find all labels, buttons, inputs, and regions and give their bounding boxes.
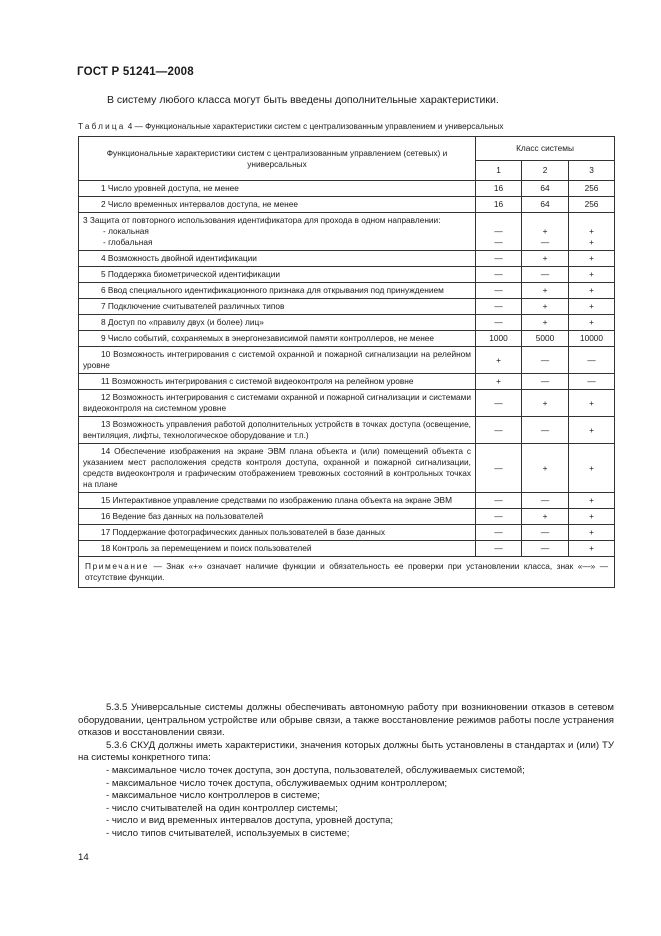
standard-header: ГОСТ Р 51241—2008 <box>77 66 194 78</box>
class-2-value: — <box>522 525 569 541</box>
table-caption-text: 4 — Функциональные характеристики систем с централизованным управлением и универсальных <box>127 122 504 131</box>
feature-text: 4 Возможность двойной идентификации <box>101 253 257 263</box>
class-value: + <box>589 237 594 247</box>
class-2-value: — <box>522 541 569 557</box>
class-2-value: + <box>522 444 569 493</box>
class-1-value: — <box>476 251 522 267</box>
table-row <box>79 251 615 267</box>
class-2-value: + <box>522 390 569 417</box>
table-row <box>79 374 615 390</box>
class-1-value: + <box>476 347 522 374</box>
class-header-1: 1 <box>476 161 522 181</box>
class-value: — <box>494 237 503 247</box>
class-3-value: + <box>569 251 615 267</box>
feature-text: 11 Возможность интегрирования с системой видеоконтроля на релейном уровне <box>101 376 414 386</box>
feature-cell <box>79 493 476 509</box>
note-text: — Знак «+» означает наличие функции и обязательность ее проверки при установлении класса, знак «—» — отсутствие функции. <box>85 561 609 582</box>
table-row <box>79 213 615 251</box>
class-2-value: 64 <box>522 197 569 213</box>
feature-cell <box>79 213 476 251</box>
feature-cell <box>79 525 476 541</box>
class-3-value: + <box>569 390 615 417</box>
characteristics-list <box>78 765 614 841</box>
feature-text: 18 Контроль за перемещением и поиск пользователей <box>101 543 312 553</box>
class-3-value: + <box>569 267 615 283</box>
class-3-value: + <box>569 315 615 331</box>
feature-text: 5 Поддержка биометрической идентификации <box>101 269 280 279</box>
feature-cell <box>79 331 476 347</box>
class-2-value: + <box>522 283 569 299</box>
table-caption-label: Таблица <box>78 122 126 131</box>
feature-cell <box>79 347 476 374</box>
feature-cell <box>79 374 476 390</box>
table-row <box>79 315 615 331</box>
table-row <box>79 181 615 197</box>
class-column-header: Класс системы <box>476 137 615 161</box>
body-text <box>78 702 614 841</box>
class-3-value: 10000 <box>569 331 615 347</box>
class-3-value: + <box>569 525 615 541</box>
class-2-value: + <box>522 251 569 267</box>
table-row <box>79 331 615 347</box>
table-row <box>79 283 615 299</box>
class-2-value: — <box>522 374 569 390</box>
class-3-value: + <box>569 493 615 509</box>
feature-text: 7 Подключение считывателей различных типов <box>101 301 285 311</box>
feature-text: 2 Число временных интервалов доступа, не менее <box>101 199 298 209</box>
feature-cell <box>79 509 476 525</box>
feature-cell <box>79 417 476 444</box>
table-row <box>79 541 615 557</box>
list-item: - число типов считывателей, используемых в системе; <box>106 827 350 839</box>
class-2-value: — <box>522 417 569 444</box>
feature-cell <box>79 251 476 267</box>
class-2-value: 5000 <box>522 331 569 347</box>
class-2-value: + <box>522 315 569 331</box>
feature-column-header: Функциональные характеристики систем с централизованным управлением (сетевых) и универсальных <box>79 137 476 181</box>
class-2-value: — <box>522 347 569 374</box>
intro-sentence: В систему любого класса могут быть введены дополнительные характеристики. <box>107 94 499 106</box>
class-2-value: 64 <box>522 181 569 197</box>
list-item: - число считывателей на один контроллер системы; <box>106 802 338 814</box>
class-3-value: + <box>569 417 615 444</box>
class-3-value: — <box>569 347 615 374</box>
class-1-value: 16 <box>476 181 522 197</box>
class-header-3: 3 <box>569 161 615 181</box>
feature-cell <box>79 390 476 417</box>
class-3-value: + <box>569 299 615 315</box>
feature-text: 3 Защита от повторного использования идентификатора для прохода в одном направлении: <box>83 215 441 225</box>
table-row <box>79 267 615 283</box>
paragraph-5-3-5: 5.3.5 Универсальные системы должны обеспечивать автономную работу при возникновении отказов в сетевом оборудовании, центральном устройстве или обрыве связи, а также восстановление режимов работы после устранения отказов и восстановлении связи. <box>78 702 614 739</box>
class-value: + <box>589 226 594 236</box>
list-item: - число и вид временных интервалов доступа, уровней доступа; <box>106 815 394 827</box>
class-1-value: — <box>476 283 522 299</box>
class-header-2: 2 <box>522 161 569 181</box>
list-item: - максимальное число контроллеров в системе; <box>106 790 320 802</box>
class-1-value: — <box>476 525 522 541</box>
class-1-value: 1000 <box>476 331 522 347</box>
table-row <box>79 525 615 541</box>
feature-cell <box>79 541 476 557</box>
feature-cell <box>79 181 476 197</box>
class-3-value <box>569 213 615 251</box>
table-row <box>79 390 615 417</box>
class-2-value: + <box>522 509 569 525</box>
feature-cell <box>79 267 476 283</box>
class-1-value: — <box>476 390 522 417</box>
paragraph-5-3-6: 5.3.6 СКУД должны иметь характеристики, значения которых должны быть установлены в стандартах и (или) ТУ на системы конкретного типа: <box>78 739 614 764</box>
table-row <box>79 509 615 525</box>
class-3-value: + <box>569 444 615 493</box>
feature-text: 16 Ведение баз данных на пользователей <box>101 511 264 521</box>
feature-text: 14 Обеспечение изображения на экране ЭВМ плана объекта и (или) помещений объекта с указанием мест расположения средств контроля доступа, охранной и пожарной сигнализации, средств видеоконтроля и графическим отображением тревожных состояний в контрольных точках на плане <box>83 446 471 489</box>
class-1-value: — <box>476 417 522 444</box>
class-value: — <box>540 237 550 247</box>
feature-text: 15 Интерактивное управление средствами по изображению плана объекта на экране ЭВМ <box>101 495 453 505</box>
table-row <box>79 347 615 374</box>
feature-text: 1 Число уровней доступа, не менее <box>101 183 239 193</box>
class-value: — <box>494 226 503 236</box>
class-3-value: + <box>569 541 615 557</box>
list-item: - максимальное число точек доступа, обслуживаемых одним контроллером; <box>106 777 448 789</box>
class-1-value: — <box>476 299 522 315</box>
table-row <box>79 299 615 315</box>
class-2-value: + <box>522 299 569 315</box>
feature-text: 9 Число событий, сохраняемых в энергонезависимой памяти контроллеров, не менее <box>101 333 435 343</box>
class-3-value: + <box>569 509 615 525</box>
class-1-value: — <box>476 509 522 525</box>
feature-text: 8 Доступ по «правилу двух (и более) лиц» <box>101 317 264 327</box>
table-row <box>79 197 615 213</box>
class-1-value: — <box>476 444 522 493</box>
feature-cell <box>79 197 476 213</box>
feature-text: 17 Поддержание фотографических данных пользователей в базе данных <box>101 527 386 537</box>
class-1-value <box>476 213 522 251</box>
feature-text: 10 Возможность интегрирования с системой охранной и пожарной сигнализации на релейном уровне <box>83 349 471 370</box>
class-2-value: — <box>522 493 569 509</box>
feature-cell <box>79 444 476 493</box>
class-3-value: 256 <box>569 181 615 197</box>
class-3-value: — <box>569 374 615 390</box>
class-1-value: — <box>476 267 522 283</box>
table-row <box>79 493 615 509</box>
list-item: - максимальное число точек доступа, зон доступа, пользователей, обслуживаемых системой; <box>106 764 525 776</box>
feature-text: 13 Возможность управления работой дополнительных устройств в точках доступа (освещение, вентиляция, лифты, технологическое оборудование и т.п.) <box>83 419 471 440</box>
feature-cell <box>79 299 476 315</box>
table-note <box>79 557 615 588</box>
class-value: + <box>542 226 548 236</box>
class-2-value <box>522 213 569 251</box>
feature-subitem: - глобальная <box>103 237 153 247</box>
class-3-value: + <box>569 283 615 299</box>
class-3-value: 256 <box>569 197 615 213</box>
feature-cell <box>79 315 476 331</box>
feature-subitem: - локальная <box>103 226 149 236</box>
class-1-value: — <box>476 493 522 509</box>
note-label: Примечание <box>85 561 150 571</box>
table-row <box>79 444 615 493</box>
class-1-value: — <box>476 541 522 557</box>
class-1-value: — <box>476 315 522 331</box>
page-number: 14 <box>78 852 89 863</box>
class-2-value: — <box>522 267 569 283</box>
table-caption <box>78 122 618 131</box>
feature-text: 12 Возможность интегрирования с системами охранной и пожарной сигнализации и системами видеоконтроля на системном уровне <box>83 392 471 413</box>
class-1-value: 16 <box>476 197 522 213</box>
characteristics-table <box>78 136 615 588</box>
class-1-value: + <box>476 374 522 390</box>
feature-cell <box>79 283 476 299</box>
feature-text: 6 Ввод специального идентификационного признака для открывания под принуждением <box>101 285 444 295</box>
table-row <box>79 417 615 444</box>
